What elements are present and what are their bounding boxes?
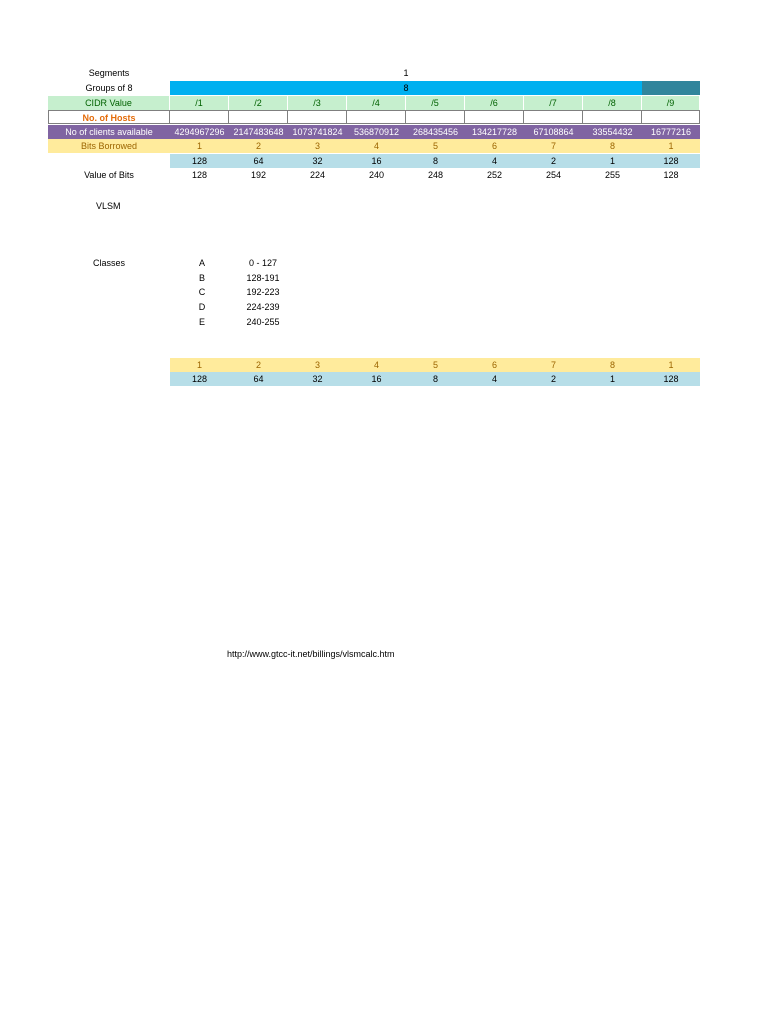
bit-value-cell[interactable]: 64 <box>253 156 264 166</box>
second-value-cell[interactable]: 2 <box>550 374 556 384</box>
value-of-bits-cell[interactable]: 254 <box>545 170 562 180</box>
cidr-label[interactable]: CIDR Value <box>48 96 170 110</box>
value-of-bits-cell[interactable]: 255 <box>604 170 621 180</box>
bits-cell[interactable]: 3 <box>314 141 320 151</box>
class-letter[interactable]: C <box>198 287 206 297</box>
vlsm-label[interactable]: VLSM <box>96 201 121 211</box>
second-bits-cell[interactable]: 5 <box>432 360 438 370</box>
bit-value-cell[interactable]: 16 <box>371 156 382 166</box>
second-value-cell[interactable]: 128 <box>663 374 679 384</box>
value-of-bits-cell[interactable]: 224 <box>309 170 326 180</box>
second-values-row <box>170 372 700 386</box>
cidr-cell[interactable]: /3 <box>288 96 347 110</box>
second-bits-cell[interactable]: 7 <box>550 360 556 370</box>
clients-label[interactable]: No of clients available <box>65 127 153 137</box>
class-letter[interactable]: B <box>198 273 205 283</box>
bit-value-cell[interactable]: 32 <box>312 156 323 166</box>
second-bits-cell[interactable]: 2 <box>255 360 261 370</box>
second-value-cell[interactable]: 16 <box>371 374 382 384</box>
second-value-cell[interactable]: 4 <box>491 374 497 384</box>
class-range[interactable]: 192-223 <box>246 287 280 297</box>
hosts-cell[interactable] <box>583 110 642 124</box>
hosts-cell[interactable] <box>406 110 465 124</box>
bit-value-cell[interactable]: 2 <box>550 156 556 166</box>
second-value-cell[interactable]: 64 <box>253 374 264 384</box>
cidr-cell[interactable]: /5 <box>406 96 465 110</box>
cidr-cell[interactable]: /9 <box>642 96 700 110</box>
hosts-cell[interactable] <box>642 110 700 124</box>
hosts-label[interactable]: No. of Hosts <box>48 110 170 124</box>
value-of-bits-cell[interactable]: 128 <box>663 170 679 180</box>
clients-cell[interactable]: 16777216 <box>650 127 692 137</box>
value-of-bits-cell[interactable]: 240 <box>368 170 385 180</box>
value-of-bits-cell[interactable]: 192 <box>250 170 267 180</box>
cidr-cell[interactable]: /6 <box>465 96 524 110</box>
clients-cell[interactable]: 67108864 <box>533 127 574 137</box>
cidr-cell[interactable]: /1 <box>170 96 229 110</box>
segments-value[interactable]: 1 <box>403 68 409 78</box>
clients-cell[interactable]: 1073741824 <box>292 127 343 137</box>
clients-cells <box>170 125 700 139</box>
bit-value-cell[interactable]: 128 <box>191 156 208 166</box>
value-of-bits-cell[interactable]: 248 <box>427 170 444 180</box>
hosts-cell[interactable] <box>465 110 524 124</box>
bits-cell[interactable]: 5 <box>432 141 438 151</box>
cidr-cell[interactable]: /7 <box>524 96 583 110</box>
second-bits-cell[interactable]: 1 <box>668 360 674 370</box>
hosts-cell[interactable] <box>347 110 406 124</box>
clients-cell[interactable]: 536870912 <box>353 127 400 137</box>
second-bits-cell[interactable]: 6 <box>491 360 497 370</box>
groups-label[interactable]: Groups of 8 <box>85 83 133 93</box>
cidr-cell[interactable]: /2 <box>229 96 288 110</box>
segments-label[interactable]: Segments <box>88 68 130 78</box>
class-range[interactable]: 240-255 <box>246 317 280 327</box>
bit-value-cell[interactable]: 1 <box>609 156 615 166</box>
vlsm-calc-link[interactable]: http://www.gtcc-it.net/billings/vlsmcalc.htm <box>227 649 395 659</box>
hosts-cell[interactable] <box>170 110 229 124</box>
clients-cell[interactable]: 33554432 <box>592 127 633 137</box>
cidr-row <box>48 96 700 110</box>
bits-cell[interactable]: 6 <box>491 141 497 151</box>
second-bits-cell[interactable]: 4 <box>373 360 379 370</box>
second-value-cell[interactable]: 128 <box>191 374 208 384</box>
bit-values-row <box>48 154 700 168</box>
bit-values-cells <box>170 154 700 168</box>
hosts-cells <box>170 110 700 124</box>
hosts-row <box>48 110 700 124</box>
hosts-cell[interactable] <box>288 110 347 124</box>
cidr-cell[interactable]: /4 <box>347 96 406 110</box>
value-of-bits-cells <box>170 168 700 182</box>
cidr-cell[interactable]: /8 <box>583 96 642 110</box>
cidr-cells <box>170 96 700 110</box>
second-bits-row <box>170 358 700 372</box>
second-value-cell[interactable]: 8 <box>432 374 438 384</box>
bits-cell[interactable]: 4 <box>373 141 379 151</box>
hosts-cell[interactable] <box>229 110 288 124</box>
bits-cell[interactable]: 8 <box>609 141 615 151</box>
bits-cells <box>170 139 700 153</box>
classes-label[interactable]: Classes <box>93 258 126 268</box>
bit-value-cell[interactable]: 4 <box>491 156 497 166</box>
class-range[interactable]: 128-191 <box>246 273 280 283</box>
bit-value-cell[interactable]: 128 <box>663 156 679 166</box>
bits-row <box>48 139 700 153</box>
class-range[interactable]: 0 - 127 <box>248 258 278 268</box>
bits-cell[interactable]: 2 <box>255 141 261 151</box>
bit-value-cell[interactable]: 8 <box>432 156 438 166</box>
class-letter[interactable]: D <box>198 302 206 312</box>
value-of-bits-cell[interactable]: 128 <box>191 170 208 180</box>
clients-cell[interactable]: 268435456 <box>412 127 459 137</box>
clients-cell[interactable]: 2147483648 <box>233 127 284 137</box>
bits-cell[interactable]: 1 <box>196 141 202 151</box>
groups-bar-end[interactable] <box>642 81 700 95</box>
class-letter[interactable]: E <box>198 317 205 327</box>
second-bits-cell[interactable]: 8 <box>609 360 615 370</box>
second-bits-cell[interactable]: 1 <box>196 360 202 370</box>
value-of-bits-row <box>48 168 700 182</box>
clients-cell[interactable]: 4294967296 <box>174 127 225 137</box>
clients-row <box>48 125 700 139</box>
clients-cell[interactable]: 134217728 <box>471 127 518 137</box>
bits-cell[interactable]: 7 <box>550 141 556 151</box>
second-value-cell[interactable]: 1 <box>609 374 615 384</box>
bits-label[interactable]: Bits Borrowed <box>80 141 138 151</box>
groups-bar[interactable]: 8 <box>170 81 642 95</box>
hosts-cell[interactable] <box>524 110 583 124</box>
bit-values-label[interactable] <box>48 154 170 168</box>
class-letter[interactable]: A <box>198 258 205 268</box>
bits-cell[interactable]: 1 <box>668 141 674 151</box>
value-of-bits-label[interactable]: Value of Bits <box>84 170 134 180</box>
value-of-bits-cell[interactable]: 252 <box>486 170 503 180</box>
class-range[interactable]: 224-239 <box>246 302 280 312</box>
second-bits-cell[interactable]: 3 <box>314 360 320 370</box>
second-value-cell[interactable]: 32 <box>312 374 323 384</box>
